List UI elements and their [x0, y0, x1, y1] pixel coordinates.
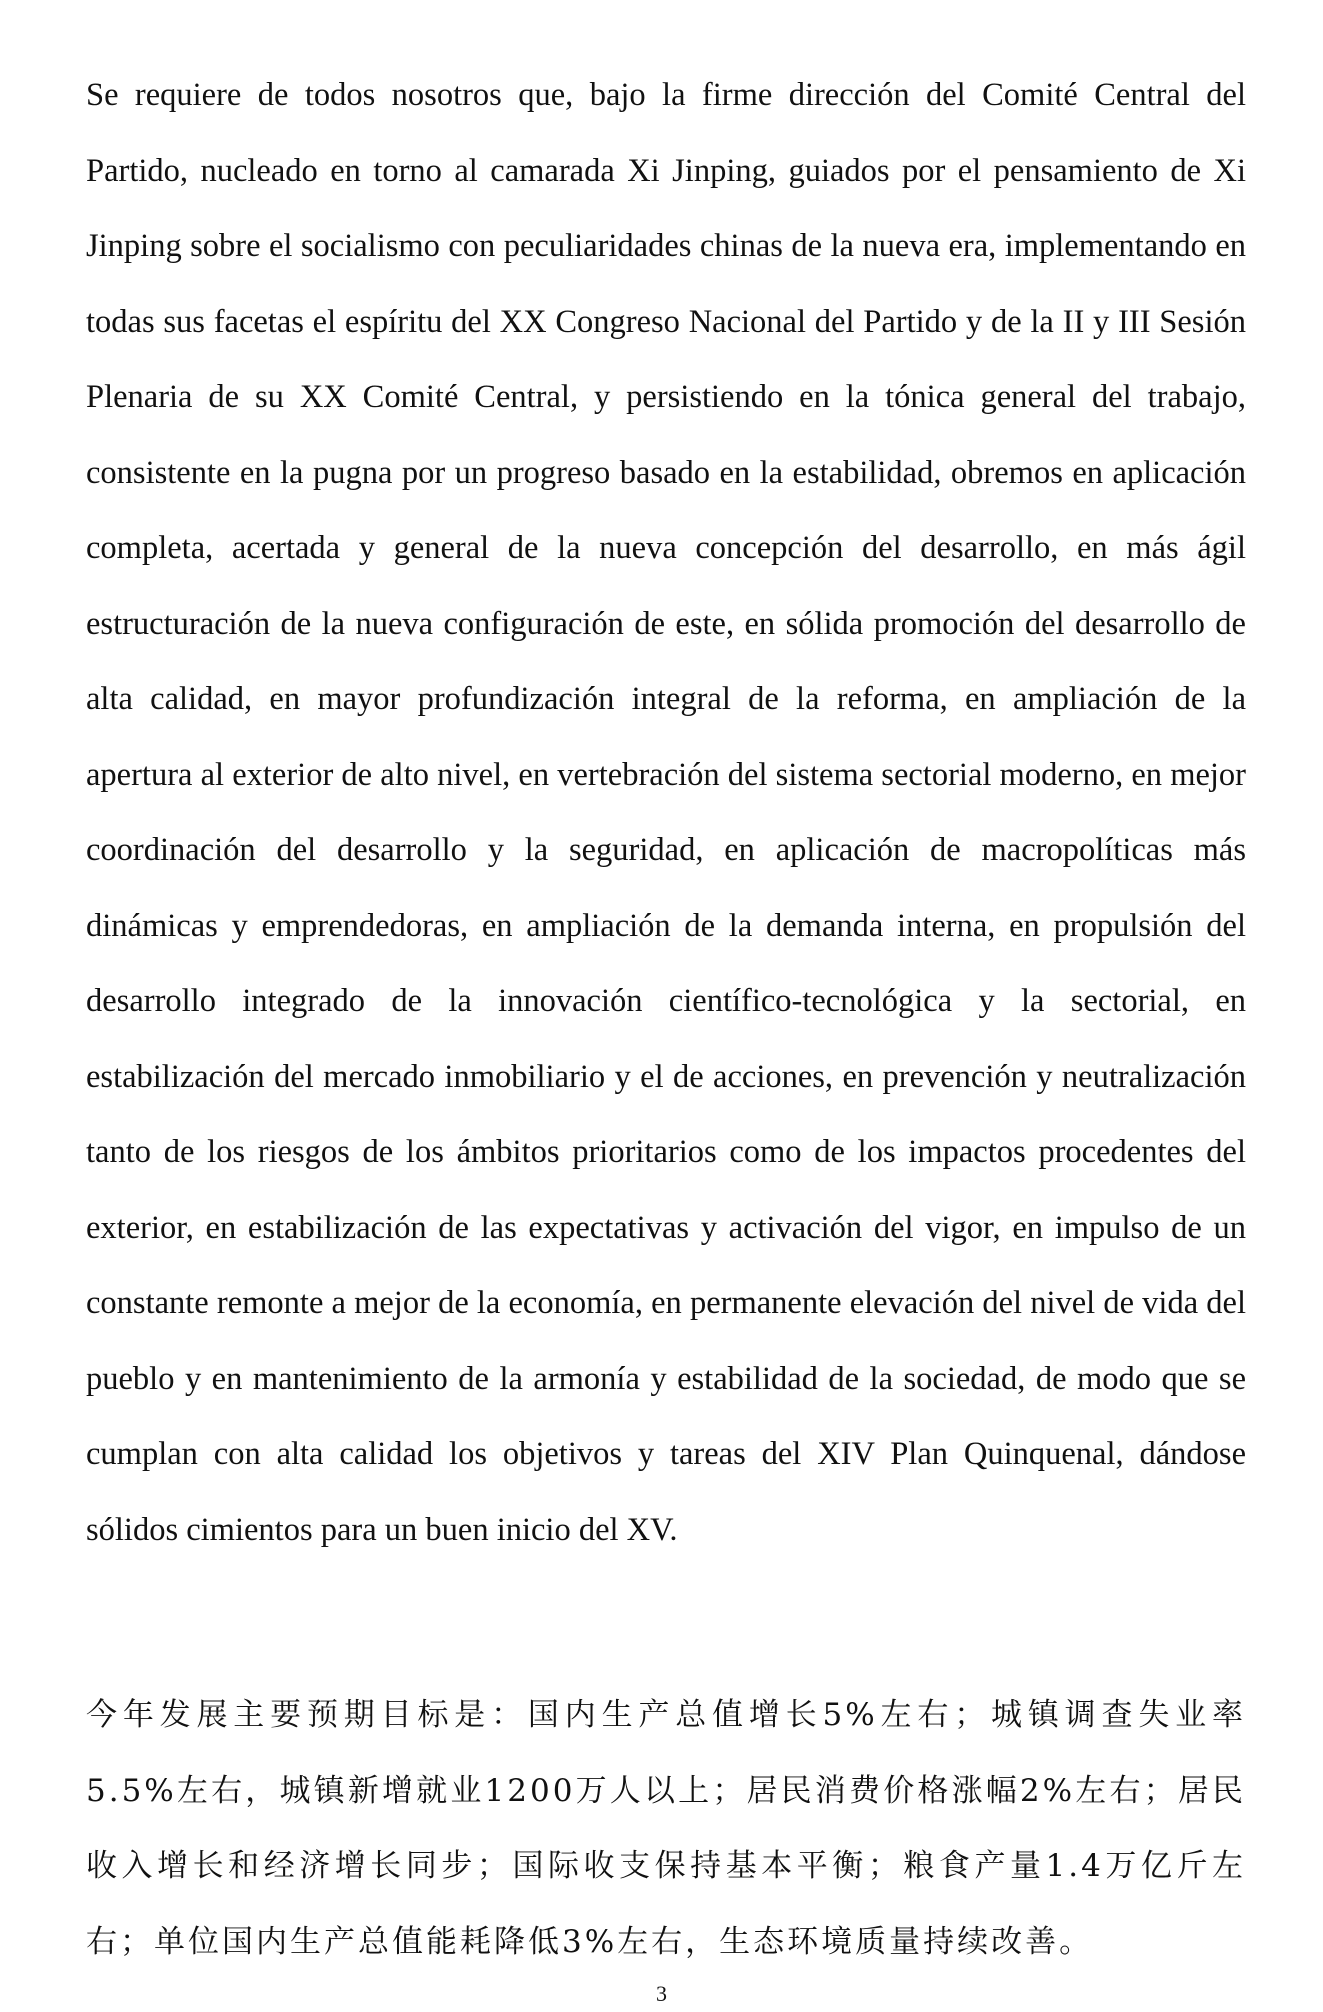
page-number: 3 — [656, 1981, 667, 2006]
chinese-paragraph: 今年发展主要预期目标是：国内生产总值增长5%左右；城镇调查失业率5.5%左右，城镇新增就业1200万人以上；居民消费价格涨幅2%左右；居民收入增长和经济增长同步；国际收支保持基本平衡；粮食产量1.4万亿斤左右；单位国内生产总值能耗降低3%左右，生态环境质量持续改善。 — [86, 1697, 1246, 1960]
spanish-paragraph: Se requiere de todos nosotros que, bajo la firme dirección del Comité Central del Partido, nucleado en torno al camarada Xi Jinping, guiados por el pensamiento de Xi Jinping sobre el socialismo con peculiaridades chinas de la nueva era, implementando en todas sus facetas el espíritu del XX Congreso Nacional del Partido y de la II y III Sesión Plenaria de su XX Comité Central, y persistiendo en la tónica general del trabajo, consistente en la pugna por un progreso basado en la estabilidad, obremos en aplicación completa, acertada y general de la nueva concepción del desarrollo, en más ágil estructuración de la nueva configuración de este, en sólida promoción del desarrollo de alta calidad, en mayor profundización integral de la reforma, en ampliación de la apertura al exterior de alto nivel, en vertebración del sistema sectorial moderno, en mejor coordinación del desarrollo y la seguridad, en aplicación de macropolíticas más dinámicas y emprendedoras, en ampliación de la demanda interna, en propulsión del desarrollo integrado de la innovación científico-tecnológica y la sectorial, en estabilización del mercado inmobiliario y el de acciones, en prevención y neutralización tanto de los riesgos de los ámbitos prioritarios como de los impactos procedentes del exterior, en estabilización de las expectativas y activación del vigor, en impulso de un constante remonte a mejor de la economía, en permanente elevación del nivel de vida del pueblo y en mantenimiento de la armonía y estabilidad de la sociedad, de modo que se cumplan con alta calidad los objetivos y tareas del XIV Plan Quinquenal, dándose sólidos cimientos para un buen inicio del XV. — [86, 77, 1246, 1548]
